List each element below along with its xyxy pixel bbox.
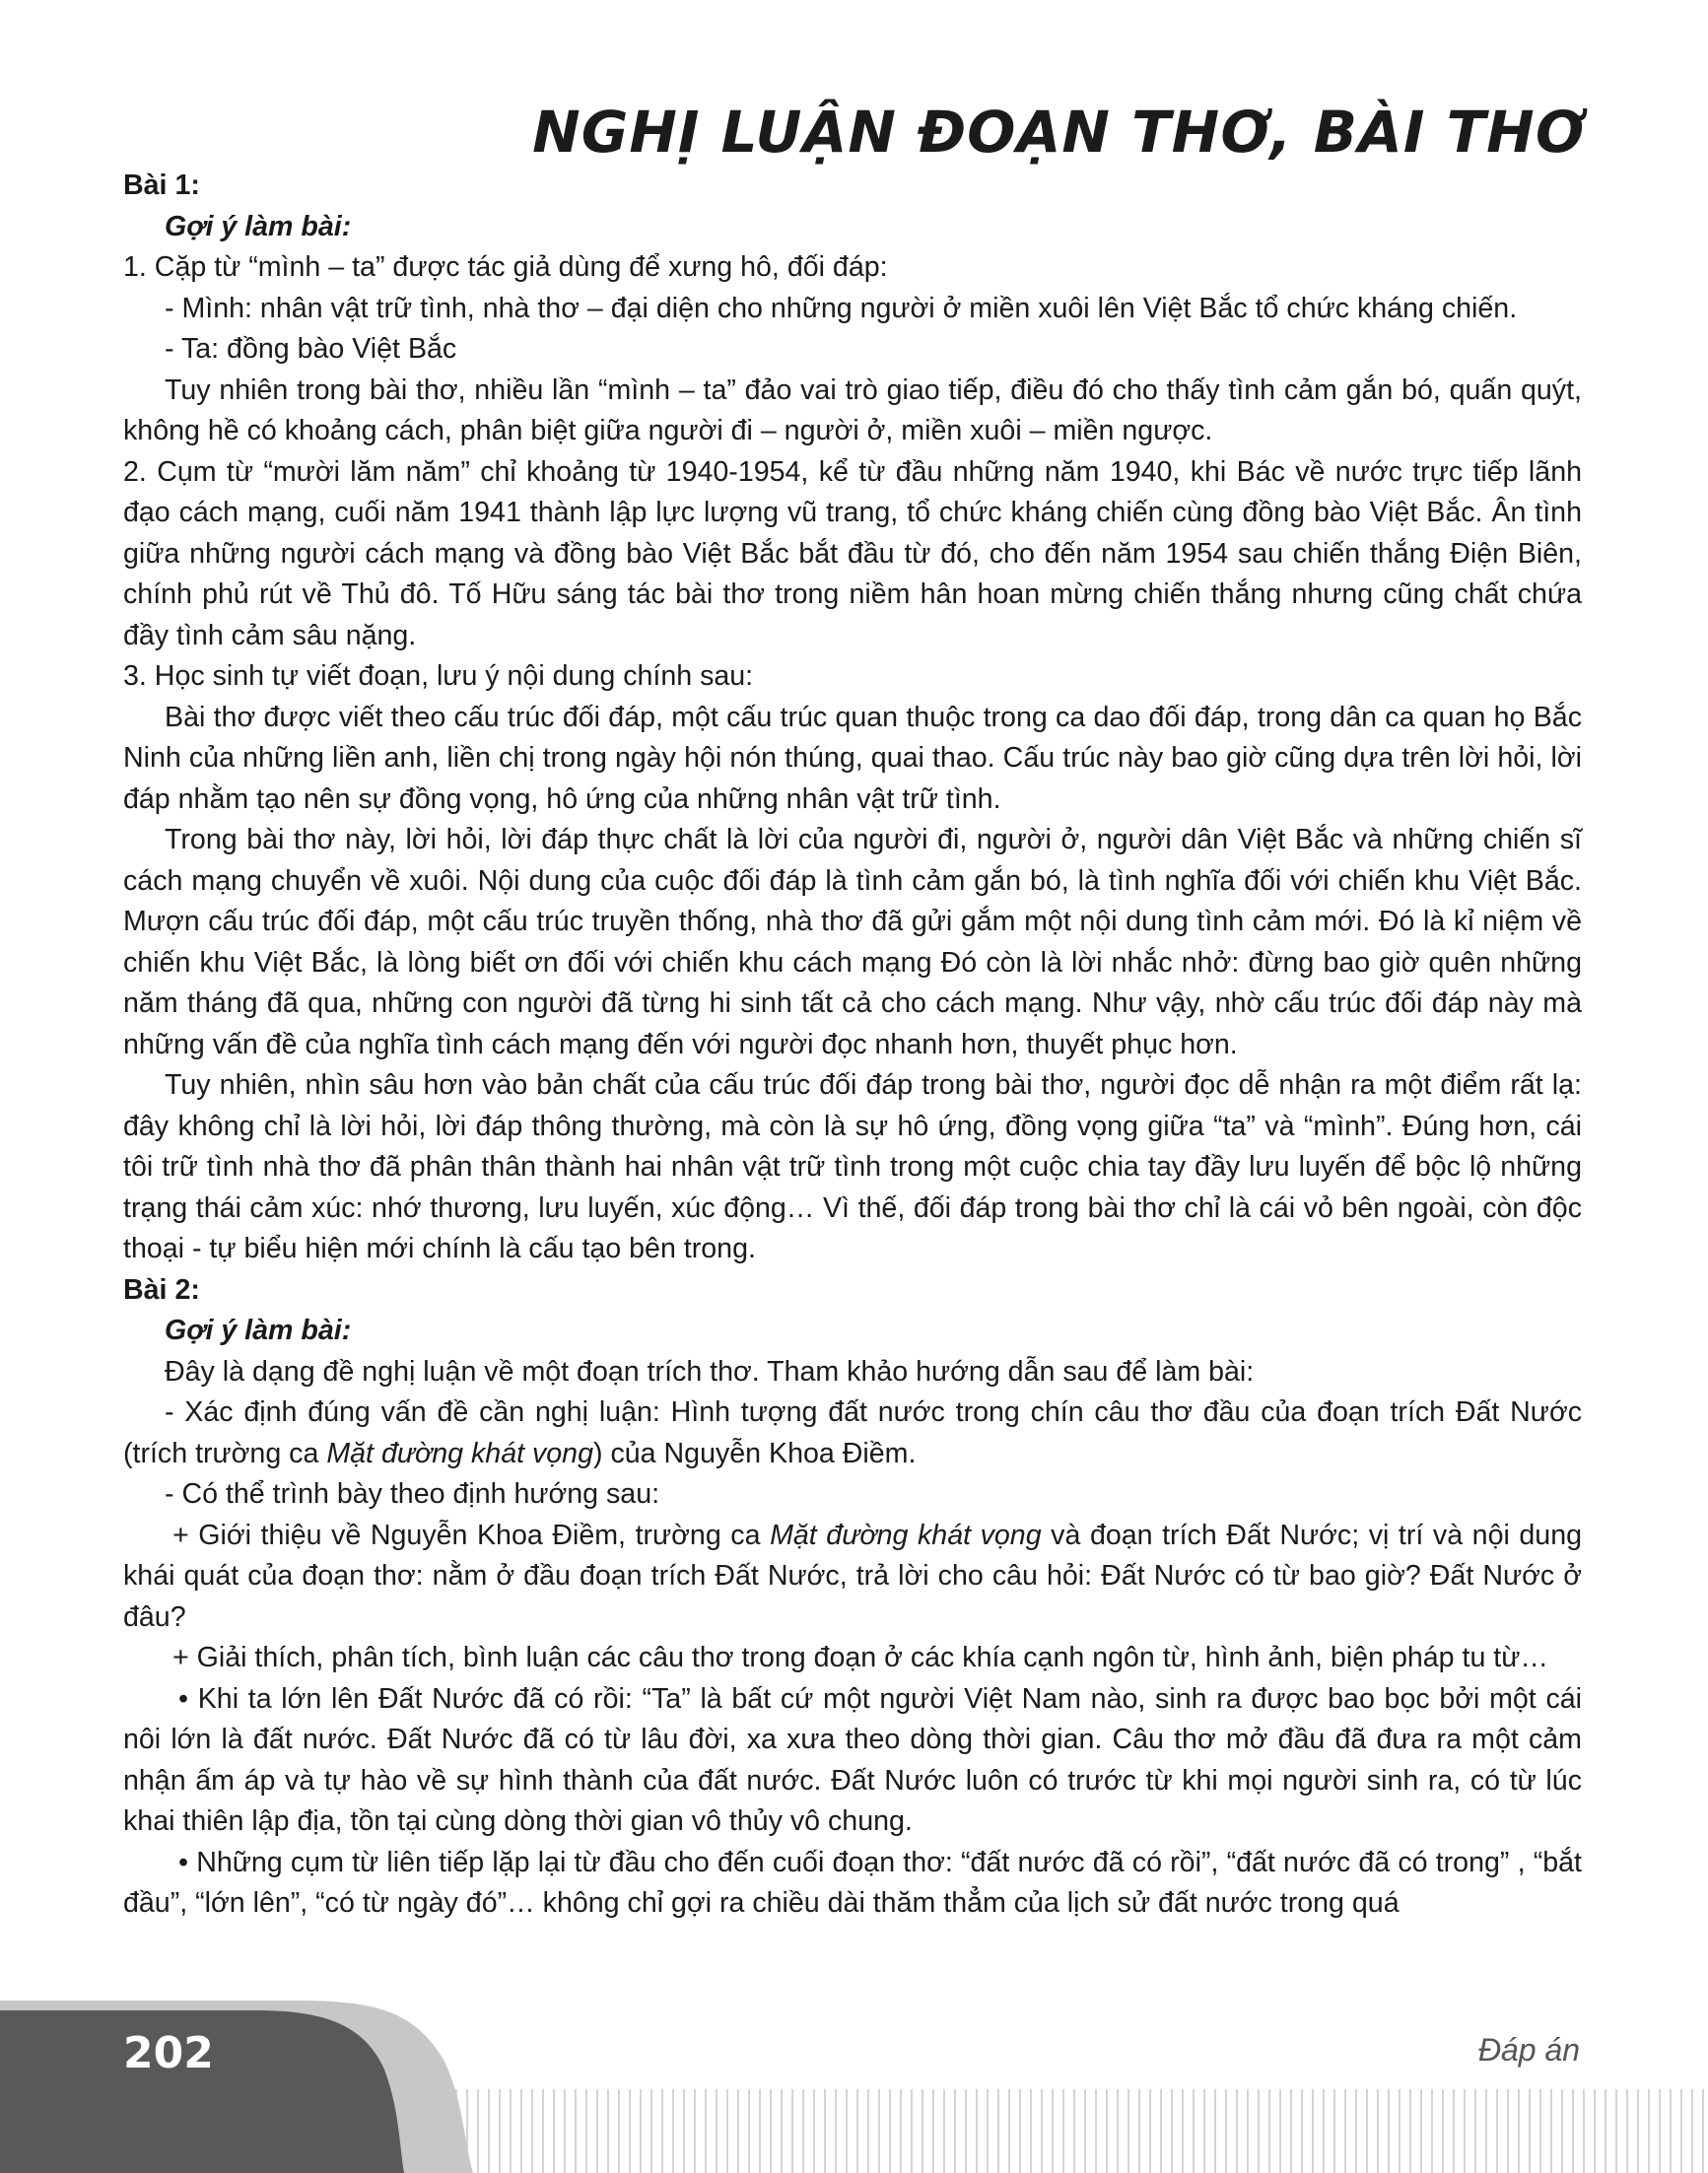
paragraph: 3. Học sinh tự viết đoạn, lưu ý nội dung chính sau: [123, 660, 754, 692]
paragraph: Đây là dạng đề nghị luận về một đoạn trích thơ. Tham khảo hướng dẫn sau để làm bài: [165, 1355, 1255, 1388]
work-title: Mặt đường khát vọng [326, 1437, 593, 1469]
section-heading-bai-1: Bài 1: [123, 170, 200, 201]
paragraph: - Có thể trình bày theo định hướng sau: [165, 1478, 660, 1510]
work-title: Mặt đường khát vọng [770, 1519, 1042, 1551]
paragraph: Bài thơ được viết theo cấu trúc đối đáp, một cấu trúc quan thuộc trong ca dao đối đáp, trong dân ca quan họ Bắc Ninh của những liền anh, liền chị trong ngày hội nón thúng, quai thao. Cấu trúc này bao giờ cũng dựa trên lời hỏi, lời đáp nhằm tạo nên sự đồng vọng, hô ứng của những nhân vật trữ tình. [123, 701, 1582, 815]
paragraph: - Mình: nhân vật trữ tình, nhà thơ – đại diện cho những người ở miền xuôi lên Việt Bắc tổ chức kháng chiến. [165, 292, 1518, 324]
hint-heading: Gợi ý làm bài: [165, 210, 352, 242]
paragraph: + Giới thiệu về Nguyễn Khoa Điềm, trường ca Mặt đường khát vọng và đoạn trích Đất Nước; vị trí và nội dung khái quát của đoạn thơ: nằm ở đầu đoạn trích Đất Nước, trả lời cho câu hỏi: Đất Nước có từ bao giờ? Đất Nước ở đâu? [123, 1519, 1582, 1633]
paragraph: 1. Cặp từ “mình – ta” được tác giả dùng để xưng hô, đối đáp: [123, 251, 888, 283]
footer-label: Đáp án [1477, 2032, 1580, 2068]
paragraph: • Những cụm từ liên tiếp lặp lại từ đầu cho đến cuối đoạn thơ: “đất nước đã có rồi”, “đất nước đã có trong” , “bắt đầu”, “lớn lên”, “có từ ngày đó”… không chỉ gợi ra chiều dài thăm thẳm của lịch sử đất nước trong quá [123, 1846, 1582, 1919]
hint-heading: Gợi ý làm bài: [165, 1315, 352, 1346]
page-number: 202 [123, 2028, 214, 2078]
paragraph: Tuy nhiên trong bài thơ, nhiều lần “mình – ta” đảo vai trò giao tiếp, điều đó cho thấy tình cảm gắn bó, quấn quýt, không hề có khoảng cách, phân biệt giữa người đi – người ở, miền xuôi – miền ngược. [123, 373, 1582, 446]
main-content [123, 166, 1582, 1925]
paragraph: - Xác định đúng vấn đề cần nghị luận: Hình tượng đất nước trong chín câu thơ đầu của đoạn trích Đất Nước (trích trường ca Mặt đường khát vọng) của Nguyễn Khoa Điềm. [123, 1396, 1582, 1469]
page-title: NGHỊ LUẬN ĐOẠN THƠ, BÀI THƠ [532, 99, 1585, 166]
paragraph: • Khi ta lớn lên Đất Nước đã có rồi: “Ta” là bất cứ một người Việt Nam nào, sinh ra được bao bọc bởi một cái nôi lớn là đất nước. Đất Nước đã có từ lâu đời, xa xưa theo dòng thời gian. Câu thơ mở đầu đã đưa ra một cảm nhận ấm áp và tự hào về sự hình thành của đất nước. Đất Nước luôn có trước từ khi mọi người sinh ra, có từ lúc khai thiên lập địa, tồn tại cùng dòng thời gian vô thủy vô chung. [123, 1682, 1582, 1837]
paragraph: Trong bài thơ này, lời hỏi, lời đáp thực chất là lời của người đi, người ở, người dân Việt Bắc và những chiến sĩ cách mạng chuyển về xuôi. Nội dung của cuộc đối đáp là tình cảm gắn bó, là tình nghĩa đối với chiến khu Việt Bắc. Mượn cấu trúc đối đáp, một cấu trúc truyền thống, nhà thơ đã gửi gắm một nội dung tình cảm mới. Đó là kỉ niệm về chiến khu Việt Bắc, là lòng biết ơn đối với chiến khu cách mạng Đó còn là lời nhắc nhở: đừng bao giờ quên những năm tháng đã qua, những con người đã từng hi sinh tất cả cho cách mạng. Như vậy, nhờ cấu trúc đối đáp này mà những vấn đề của nghĩa tình cách mạng đến với người đọc nhanh hơn, thuyết phục hơn. [123, 824, 1582, 1060]
paragraph: Tuy nhiên, nhìn sâu hơn vào bản chất của cấu trúc đối đáp trong bài thơ, người đọc dễ nhận ra một điểm rất lạ: đây không chỉ là lời hỏi, lời đáp thông thường, mà còn là sự hô ứng, đồng vọng giữa “ta” và “mình”. Đúng hơn, cái tôi trữ tình nhà thơ đã phân thân thành hai nhân vật trữ tình trong một cuộc chia tay đầy lưu luyến để bộc lộ những trạng thái cảm xúc: nhớ thương, lưu luyến, xúc động… Vì thế, đối đáp trong bài thơ chỉ là cái vỏ bên ngoài, còn độc thoại - tự biểu hiện mới chính là cấu tạo bên trong. [123, 1069, 1582, 1264]
paragraph: + Giải thích, phân tích, bình luận các câu thơ trong đoạn ở các khía cạnh ngôn từ, hình ảnh, biện pháp tu từ… [172, 1642, 1548, 1673]
footer-decoration [0, 2001, 1708, 2173]
paragraph: - Ta: đồng bào Việt Bắc [165, 333, 457, 365]
paragraph: 2. Cụm từ “mười lăm năm” chỉ khoảng từ 1940-1954, kể từ đầu những năm 1940, khi Bác về nước trực tiếp lãnh đạo cách mạng, cuối năm 1941 thành lập lực lượng vũ trang, tổ chức kháng chiến cùng đồng bào Việt Bắc. Ân tình giữa những người cách mạng và đồng bào Việt Bắc bắt đầu từ đó, cho đến năm 1954 sau chiến thắng Điện Biên, chính phủ rút về Thủ đô. Tố Hữu sáng tác bài thơ trong niềm hân hoan mừng chiến thắng nhưng cũng chất chứa đầy tình cảm sâu nặng. [123, 455, 1582, 651]
section-heading-bai-2: Bài 2: [123, 1273, 200, 1306]
